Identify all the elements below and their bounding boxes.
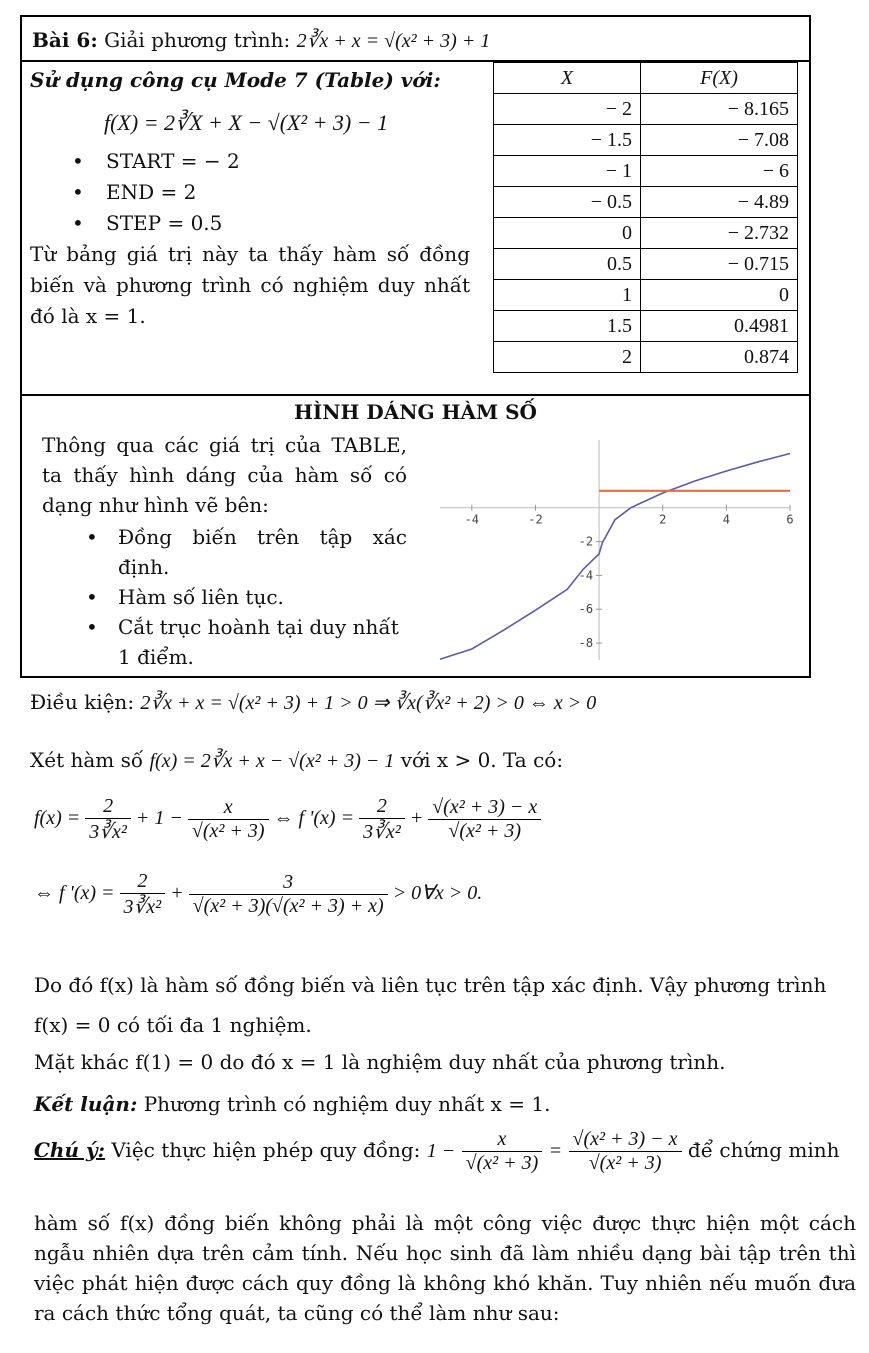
- value-table: [493, 62, 798, 373]
- deriv1-eq: ⇔ f '(x) =: [273, 807, 355, 830]
- table-cell-fx: − 6: [641, 156, 798, 187]
- table-cell-x: − 1: [494, 156, 641, 187]
- denominator: 3∛x²: [123, 896, 162, 918]
- consider-label: Xét hàm số: [30, 748, 144, 772]
- note-tail: để chứng minh: [687, 1138, 840, 1162]
- paragraph-unique-root: Mặt khác f(1) = 0 do đó x = 1 là nghiệm duy nhất của phương trình.: [34, 1050, 726, 1074]
- shape-title: HÌNH DÁNG HÀM SỐ: [294, 400, 537, 424]
- condition-label: Điều kiện:: [30, 690, 135, 714]
- function-curve-series: [440, 454, 790, 660]
- numerator: 2: [85, 795, 131, 819]
- y-tick-label: -4: [578, 568, 594, 583]
- x-tick-label: 2: [659, 512, 667, 527]
- numerator: √(x² + 3) − x: [569, 1128, 682, 1152]
- table-header-fx: F(X): [641, 63, 798, 94]
- shape-bullets: [80, 522, 407, 672]
- table-cell-fx: − 4.89: [641, 187, 798, 218]
- condition-line: [30, 690, 596, 715]
- fraction: [188, 796, 269, 843]
- x-tick-label: -4: [464, 512, 480, 527]
- numerator: √(x² + 3) − x: [428, 796, 541, 820]
- table-cell-fx: 0.4981: [641, 311, 798, 342]
- consider-function: f(x) = 2∛x + x − √(x² + 3) − 1: [149, 750, 395, 772]
- conclusion-label: Kết luận:: [34, 1092, 138, 1116]
- table-row: [494, 280, 798, 311]
- table-cell-x: 1: [494, 280, 641, 311]
- table-row: [494, 249, 798, 280]
- consider-line: [30, 748, 563, 773]
- problem-label: Bài 6:: [32, 28, 98, 52]
- shape-intro: Thông qua các giá trị của TABLE, ta thấy hình dáng của hàm số có dạng như hình vẽ bên:: [42, 433, 407, 517]
- consider-tail: với x > 0. Ta có:: [400, 748, 564, 772]
- param-step: • STEP = 0.5: [66, 208, 240, 239]
- condition-expr: 2∛x + x = √(x² + 3) + 1 > 0 ⇒ ∛x(∛x² + 2) > 0 ⇔ x > 0: [140, 692, 597, 714]
- note-text: Việc thực hiện phép quy đồng:: [111, 1138, 421, 1162]
- fraction: [85, 795, 131, 844]
- table-cell-fx: − 7.08: [641, 125, 798, 156]
- table-row: [494, 311, 798, 342]
- table-row: [494, 342, 798, 373]
- derivative-line-1: [34, 795, 541, 844]
- fraction: [428, 796, 541, 843]
- method-conclusion: Từ bảng giá trị này ta thấy hàm số đồng biến và phương trình có nghiệm duy nhất đó là x = 1.: [30, 242, 470, 328]
- denominator: √(x² + 3): [448, 820, 522, 842]
- conclusion-line: [34, 1092, 550, 1116]
- table-header-row: [494, 63, 798, 94]
- numerator: x: [462, 1128, 543, 1152]
- deriv1-plus: +: [409, 807, 424, 830]
- fraction: [359, 795, 405, 844]
- table-cell-fx: − 2.732: [641, 218, 798, 249]
- method-title: Sử dụng công cụ Mode 7 (Table) với:: [30, 68, 441, 92]
- numerator: 2: [359, 795, 405, 819]
- function-chart: [440, 440, 794, 660]
- derivative-line-2: [34, 870, 482, 919]
- x-tick-label: 6: [786, 512, 794, 527]
- table-cell-fx: 0: [641, 280, 798, 311]
- note-lhs: 1 −: [426, 1140, 456, 1162]
- problem-text: Giải phương trình:: [104, 28, 291, 52]
- note-eq: =: [548, 1140, 563, 1162]
- deriv2-lhs: ⇔ f '(x) =: [34, 882, 115, 905]
- table-cell-fx: − 0.715: [641, 249, 798, 280]
- fraction: [189, 871, 388, 918]
- deriv1-lhs: f(x) =: [34, 807, 81, 830]
- table-cell-x: − 2: [494, 94, 641, 125]
- y-tick-label: -2: [578, 534, 594, 549]
- shape-bullet: • Đồng biến trên tập xác định.: [80, 522, 407, 582]
- x-tick-label: 4: [722, 512, 730, 527]
- note-line: [34, 1128, 840, 1175]
- denominator: 3∛x²: [363, 821, 401, 843]
- param-start: • START = − 2: [66, 146, 240, 177]
- table-cell-x: 0: [494, 218, 641, 249]
- numerator: 2: [120, 870, 166, 894]
- shape-bullet: • Hàm số liên tục.: [80, 582, 407, 612]
- table-cell-x: − 1.5: [494, 125, 641, 156]
- paragraph-monotonic: Do đó f(x) là hàm số đồng biến và liên tục trên tập xác định. Vậy phương trình f(x) = 0 có tối đa 1 nghiệm.: [34, 973, 827, 1037]
- table-row: [494, 94, 798, 125]
- fraction: [462, 1128, 543, 1175]
- table-row: [494, 156, 798, 187]
- fraction: [569, 1128, 682, 1175]
- conclusion-text: Phương trình có nghiệm duy nhất x = 1.: [143, 1092, 551, 1116]
- y-tick-label: -6: [578, 602, 594, 617]
- denominator: √(x² + 3): [465, 1152, 539, 1174]
- method-params: [66, 146, 240, 239]
- table-cell-fx: 0.874: [641, 342, 798, 373]
- denominator: √(x² + 3): [191, 820, 265, 842]
- table-header-x: X: [494, 63, 641, 94]
- deriv2-tail: > 0∀x > 0.: [392, 882, 483, 905]
- table-cell-x: 1.5: [494, 311, 641, 342]
- table-cell-x: 0.5: [494, 249, 641, 280]
- paragraph-note-body: hàm số f(x) đồng biến không phải là một công việc được thực hiện một cách ngẫu nhiên dựa trên cảm tính. Nếu học sinh đã làm nhiều dạng bài tập trên thì việc phát hiện được cách quy đồng là không khó khăn. Tuy nhiên nếu muốn đưa ra cách thức tổng quát, ta cũng có thể làm như sau:: [34, 1211, 856, 1325]
- shape-bullet: • Cắt trục hoành tại duy nhất 1 điểm.: [80, 612, 407, 672]
- param-end: • END = 2: [66, 177, 240, 208]
- denominator: 3∛x²: [89, 821, 127, 843]
- deriv2-plus: +: [170, 882, 184, 905]
- table-cell-fx: − 8.165: [641, 94, 798, 125]
- numerator: 3: [189, 871, 388, 895]
- fraction: [120, 870, 166, 919]
- denominator: √(x² + 3): [588, 1152, 662, 1174]
- problem-equation: 2∛x + x = √(x² + 3) + 1: [296, 30, 491, 52]
- deriv1-mid: + 1 −: [135, 807, 183, 830]
- table-row: [494, 187, 798, 218]
- table-cell-x: − 0.5: [494, 187, 641, 218]
- problem-header: [32, 28, 490, 53]
- note-label: Chú ý:: [34, 1138, 105, 1162]
- y-tick-label: -8: [578, 636, 594, 651]
- numerator: x: [188, 796, 269, 820]
- denominator: √(x² + 3)(√(x² + 3) + x): [192, 895, 384, 917]
- method-function: f(X) = 2∛X + X − √(X² + 3) − 1: [104, 110, 389, 135]
- table-cell-x: 2: [494, 342, 641, 373]
- table-row: [494, 218, 798, 249]
- table-row: [494, 125, 798, 156]
- x-tick-label: -2: [528, 512, 543, 527]
